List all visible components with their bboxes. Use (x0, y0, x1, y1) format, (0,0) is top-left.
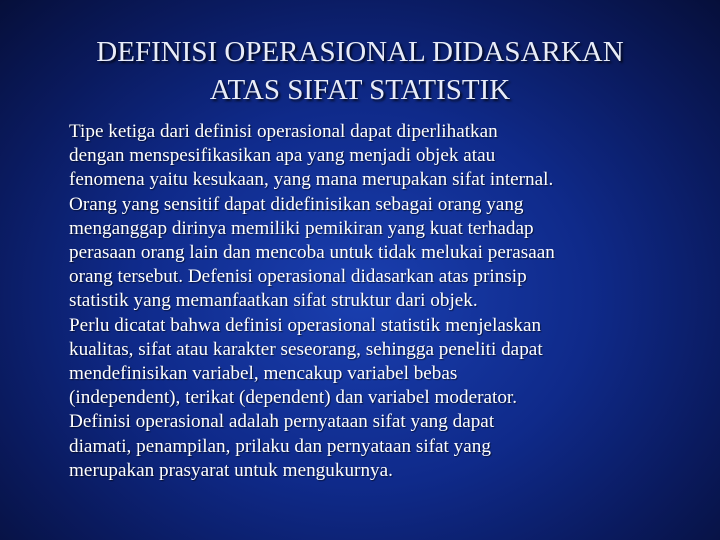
body-line: orang tersebut. Defenisi operasional didasarkan atas prinsip (69, 266, 527, 288)
body-line: merupakan prasyarat untuk mengukurnya. (69, 459, 393, 481)
body-line: fenomena yaitu kesukaan, yang mana merupakan sifat internal. (69, 169, 554, 191)
slide-title-line-2: ATAS SIFAT STATISTIK (209, 74, 511, 106)
slide-title (30, 33, 690, 109)
body-line: menganggap dirinya memiliki pemikiran yang kuat terhadap (69, 217, 534, 239)
body-line: dengan menspesifikasikan apa yang menjadi objek atau (69, 145, 496, 167)
body-line: Perlu dicatat bahwa definisi operasional statistik menjelaskan (69, 314, 542, 336)
slide-title-line-1: DEFINISI OPERASIONAL DIDASARKAN (96, 36, 624, 68)
body-line: (independent), terikat (dependent) dan variabel moderator. (69, 387, 518, 409)
body-line: Orang yang sensitif dapat didefinisikan sebagai orang yang (69, 193, 524, 215)
slide-body-text (69, 120, 689, 483)
body-line: kualitas, sifat atau karakter seseorang, sehingga peneliti dapat (69, 338, 543, 360)
body-line: diamati, penampilan, prilaku dan pernyataan sifat yang (69, 435, 491, 457)
body-line: statistik yang memanfaatkan sifat struktur dari objek. (69, 290, 478, 312)
body-line: Tipe ketiga dari definisi operasional dapat diperlihatkan (69, 121, 498, 142)
body-line: perasaan orang lain dan mencoba untuk tidak melukai perasaan (69, 242, 555, 264)
body-line: mendefinisikan variabel, mencakup variabel bebas (69, 363, 458, 385)
body-line: Definisi operasional adalah pernyataan sifat yang dapat (69, 411, 495, 433)
